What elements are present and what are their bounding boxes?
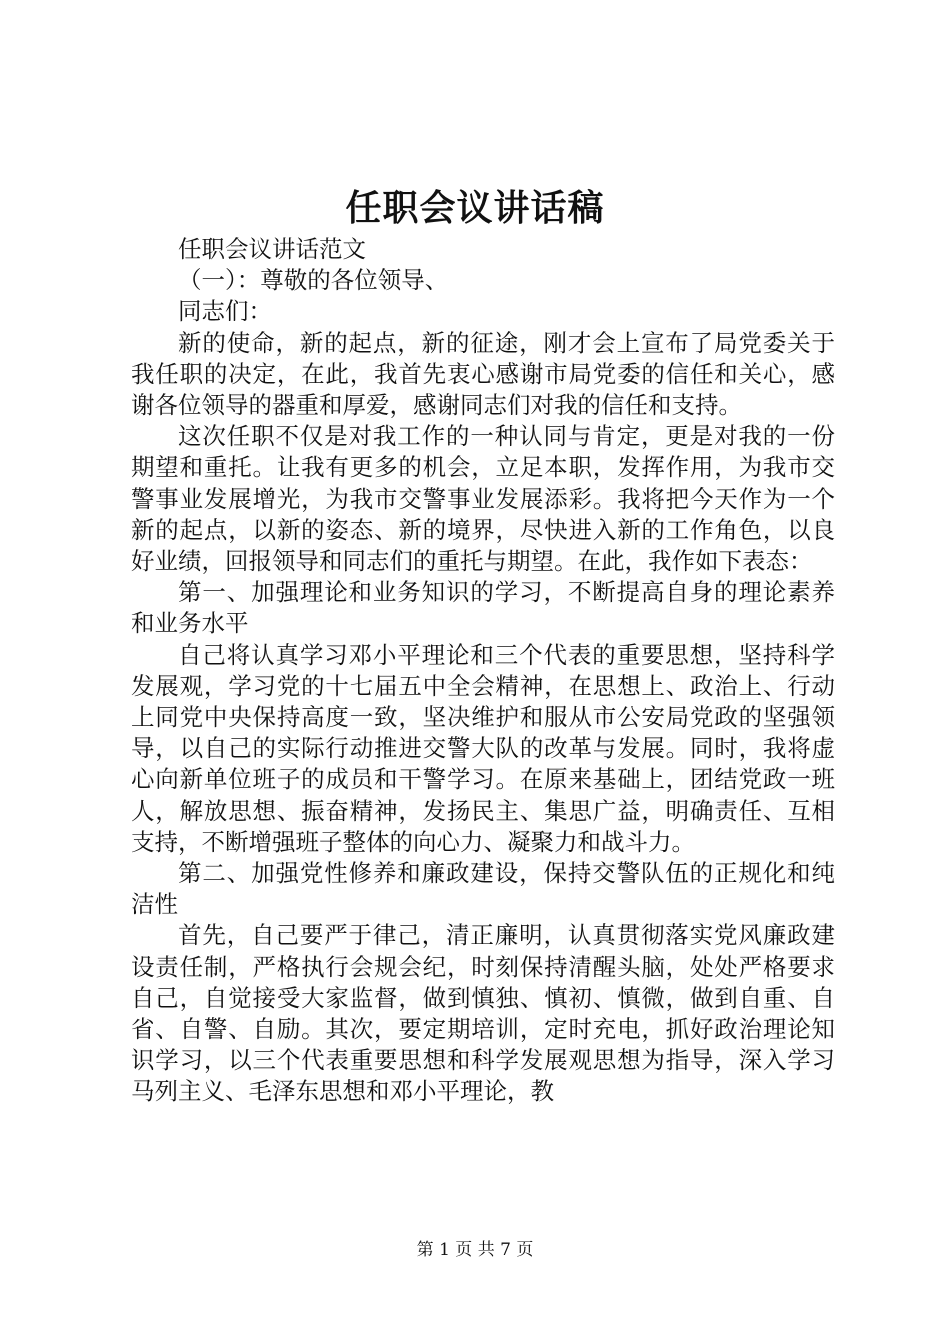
paragraph: 这次任职不仅是对我工作的一种认同与肯定，更是对我的一份期望和重托。让我有更多的机会，立足本职，发挥作用，为我市交警事业发展增光，为我市交警事业发展添彩。我将把今天作为一个新的起点，以新的姿态、新的境界，尽快进入新的工作角色，以良好业绩，回报领导和同志们的重托与期望。在此，我作如下表态： (131, 422, 835, 576)
section-heading: 第二、加强党性修养和廉政建设，保持交警队伍的正规化和纯洁性 (131, 859, 835, 919)
paragraph: 任职会议讲话范文 (178, 235, 366, 263)
paragraph: 同志们： (178, 297, 272, 326)
page-number: 第 1 页 共 7 页 (416, 1240, 534, 1260)
paragraph: （一）：尊敬的各位领导、 (178, 266, 449, 295)
document-title: 任职会议讲话稿 (345, 188, 605, 229)
paragraph: 首先，自己要严于律己，清正廉明，认真贯彻落实党风廉政建设责任制，严格执行会规会纪，时刻保持清醒头脑，处处严格要求自己，自觉接受大家监督，做到慎独、慎初、慎微，做到自重、自省、自警、自励。其次，要定期培训，定时充电，抓好政治理论知识学习，以三个代表重要思想和科学发展观思想为指导，深入学习马列主义、毛泽东思想和邓小平理论，教 (131, 921, 835, 1106)
paragraph: 自己将认真学习邓小平理论和三个代表的重要思想，坚持科学发展观，学习党的十七届五中全会精神，在思想上、政治上、行动上同党中央保持高度一致，坚决维护和服从市公安局党政的坚强领导，以自己的实际行动推进交警大队的改革与发展。同时，我将虚心向新单位班子的成员和干警学习。在原来基础上，团结党政一班人，解放思想、振奋精神，发扬民主、集思广益，明确责任、互相支持，不断增强班子整体的向心力、凝聚力和战斗力。 (131, 640, 835, 856)
paragraph: 新的使命，新的起点，新的征途，刚才会上宣布了局党委关于我任职的决定，在此，我首先衷心感谢市局党委的信任和关心，感谢各位领导的器重和厚爱，感谢同志们对我的信任和支持。 (131, 328, 835, 420)
document-body (131, 234, 835, 1108)
section-heading: 第一、加强理论和业务知识的学习，不断提高自身的理论素养和业务水平 (131, 578, 835, 638)
